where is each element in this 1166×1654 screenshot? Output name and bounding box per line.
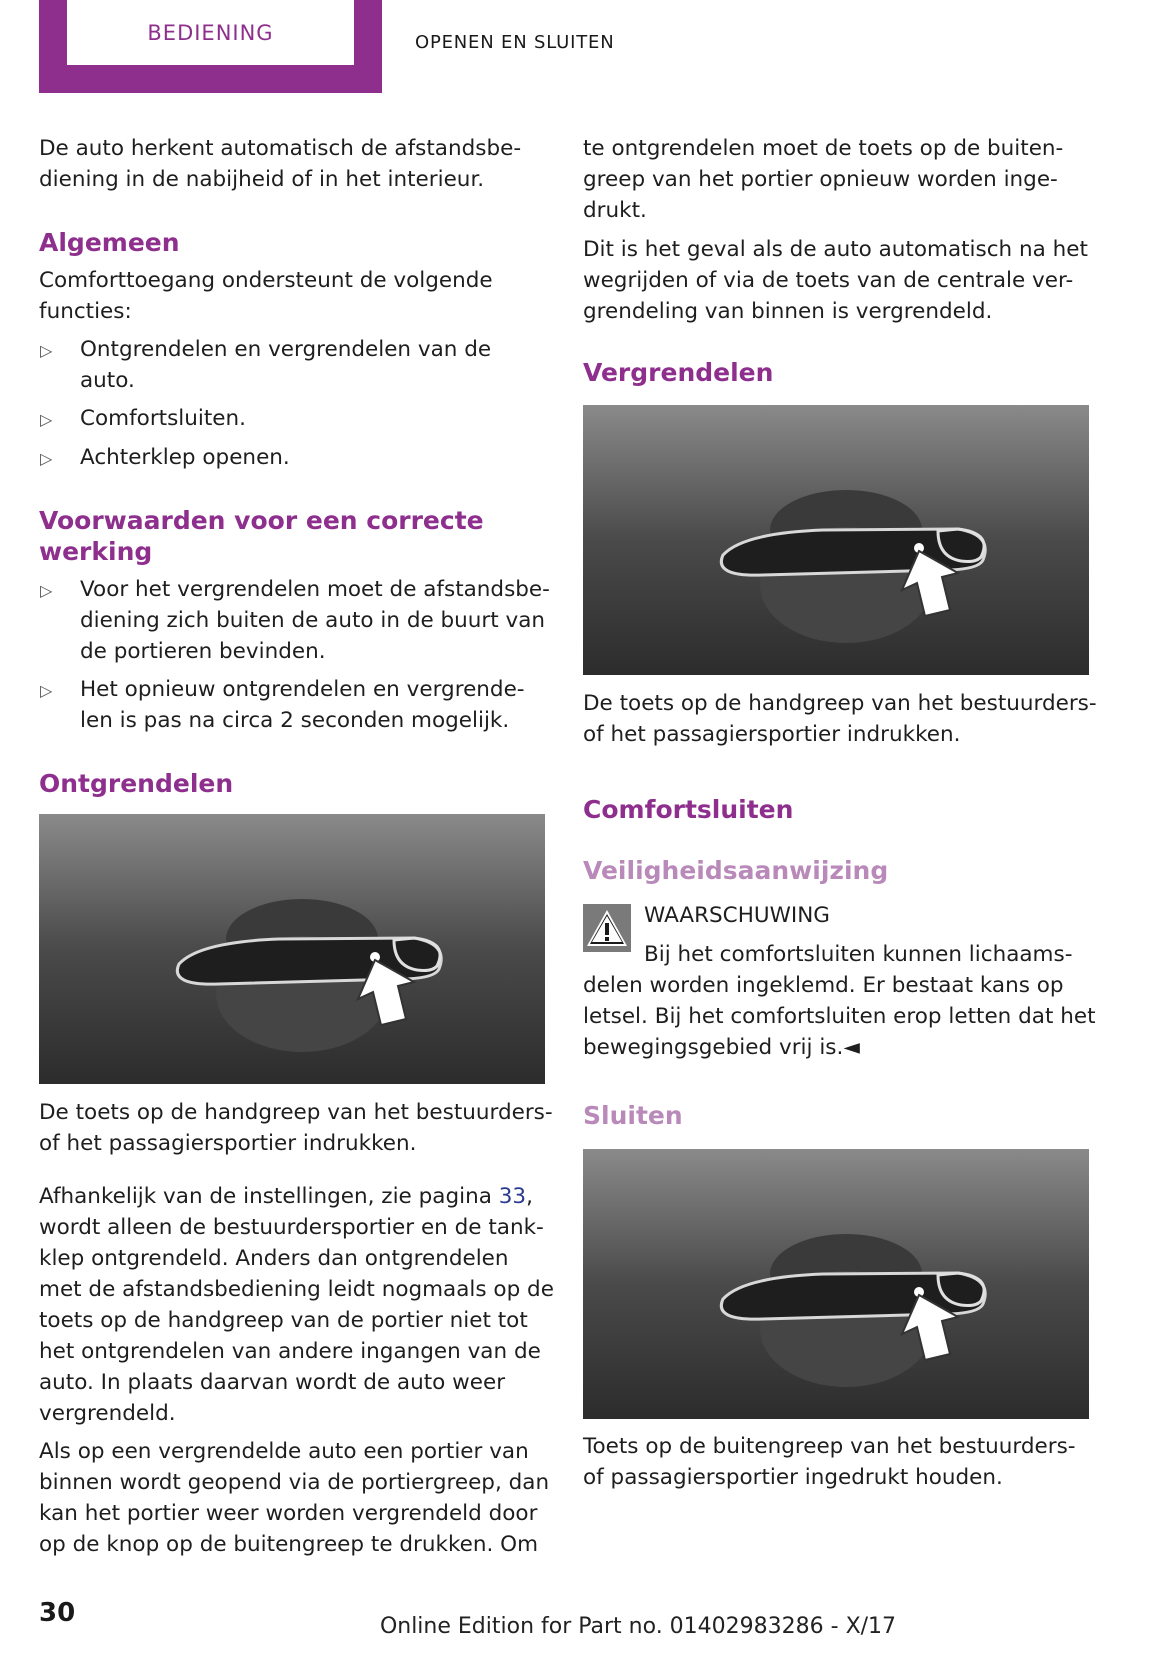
- para1-text: Afhankelijk van de instellingen, zie pagina: [39, 1184, 499, 1209]
- warning-text-4: bewegingsgebied vrij is.◄: [583, 1035, 860, 1060]
- bullet-triangle-icon: ▷: [40, 581, 53, 600]
- right-cont-line-2: greep van het portier opnieuw worden inge-: [583, 167, 1058, 192]
- vergrendelen-caption-1: De toets op de handgreep van het bestuurders-: [583, 691, 1097, 716]
- sluiten-caption-2: of passagiersportier ingedrukt houden.: [583, 1465, 1003, 1490]
- ontgrendelen-para2-line-2: binnen wordt geopend via de portiergreep, dan: [39, 1470, 550, 1495]
- warning-title: WAARSCHUWING: [644, 903, 830, 928]
- page-link-33[interactable]: 33: [498, 1184, 527, 1209]
- ontgrendelen-para1-line-8: vergrendeld.: [39, 1401, 176, 1426]
- heading-comfortsluiten: Comfortsluiten: [583, 795, 794, 824]
- right-cont2-line-1: Dit is het geval als de auto automatisch na het: [583, 237, 1088, 262]
- right-cont-line-3: drukt.: [583, 198, 647, 223]
- heading-veiligheidsaanwijzing: Veiligheidsaanwijzing: [583, 856, 889, 885]
- chapter-tab[interactable]: [39, 0, 382, 93]
- ontgrendelen-para1-line-7: auto. In plaats daarvan wordt de auto weer: [39, 1370, 506, 1395]
- ontgrendelen-para1-line-3: klep ontgrendeld. Anders dan ontgrendelen: [39, 1246, 509, 1271]
- page-number: 30: [39, 1598, 76, 1628]
- heading-voorwaarden-2: werking: [39, 537, 153, 566]
- bullet-triangle-icon: ▷: [40, 341, 53, 360]
- chapter-tab-label[interactable]: BEDIENING: [67, 0, 354, 65]
- heading-algemeen: Algemeen: [39, 228, 180, 257]
- ontgrendelen-caption-1: De toets op de handgreep van het bestuurders-: [39, 1100, 553, 1125]
- intro-line-1: De auto herkent automatisch de afstandsbe-: [39, 136, 522, 161]
- algemeen-text-1: Comforttoegang ondersteunt de volgende: [39, 268, 493, 293]
- door-handle-figure-lock: [583, 405, 1089, 675]
- intro-line-2: diening in de nabijheid of in het interieur.: [39, 167, 485, 192]
- edition-footer: Online Edition for Part no. 01402983286 - X/17: [379, 1614, 897, 1639]
- door-handle-figure-close: [583, 1149, 1089, 1419]
- ontgrendelen-para1-line-1: [39, 1181, 533, 1212]
- voorwaarden-bullet-2-line-1: Het opnieuw ontgrendelen en vergrende-: [80, 677, 525, 702]
- right-cont2-line-3: grendeling van binnen is vergrendeld.: [583, 299, 993, 324]
- heading-sluiten: Sluiten: [583, 1101, 683, 1130]
- warning-triangle-icon: [583, 904, 631, 952]
- voorwaarden-bullet-2-line-2: len is pas na circa 2 seconden mogelijk.: [80, 708, 510, 733]
- ontgrendelen-para1-line-5: toets op de handgreep van de portier niet tot: [39, 1308, 528, 1333]
- algemeen-bullet-2: Comfortsluiten.: [80, 406, 246, 431]
- warning-text-2: delen worden ingeklemd. Er bestaat kans op: [583, 973, 1064, 998]
- algemeen-bullet-1-line-1: Ontgrendelen en vergrendelen van de: [80, 337, 492, 362]
- ontgrendelen-para2-line-4: op de knop op de buitengreep te drukken. Om: [39, 1532, 539, 1557]
- bullet-triangle-icon: ▷: [40, 410, 53, 429]
- heading-voorwaarden-1: Voorwaarden voor een correcte: [39, 506, 484, 535]
- heading-ontgrendelen: Ontgrendelen: [39, 769, 234, 798]
- bullet-triangle-icon: ▷: [40, 681, 53, 700]
- vergrendelen-caption-2: of het passagiersportier indrukken.: [583, 722, 961, 747]
- ontgrendelen-caption-2: of het passagiersportier indrukken.: [39, 1131, 417, 1156]
- heading-vergrendelen: Vergrendelen: [583, 358, 774, 387]
- algemeen-bullet-1-line-2: auto.: [80, 368, 135, 393]
- algemeen-bullet-3: Achterklep openen.: [80, 445, 290, 470]
- ontgrendelen-para2-line-1: Als op een vergrendelde auto een portier van: [39, 1439, 529, 1464]
- voorwaarden-bullet-1-line-2: diening zich buiten de auto in de buurt van: [80, 608, 546, 633]
- para1-comma: ,: [526, 1184, 533, 1209]
- door-handle-figure-unlock: [39, 814, 545, 1084]
- right-cont2-line-2: wegrijden of via de toets van de centrale ver-: [583, 268, 1074, 293]
- ontgrendelen-para1-line-2: wordt alleen de bestuurdersportier en de tank-: [39, 1215, 544, 1240]
- voorwaarden-bullet-1-line-1: Voor het vergrendelen moet de afstandsbe-: [80, 577, 550, 602]
- sluiten-caption-1: Toets op de buitengreep van het bestuurders-: [583, 1434, 1076, 1459]
- ontgrendelen-para1-line-6: het ontgrendelen van andere ingangen van de: [39, 1339, 541, 1364]
- bullet-triangle-icon: ▷: [40, 449, 53, 468]
- algemeen-text-2: functies:: [39, 299, 132, 324]
- section-breadcrumb: OPENEN EN SLUITEN: [415, 32, 615, 53]
- right-cont-line-1: te ontgrendelen moet de toets op de buiten-: [583, 136, 1064, 161]
- ontgrendelen-para1-line-4: met de afstandsbediening leidt nogmaals op de: [39, 1277, 554, 1302]
- ontgrendelen-para2-line-3: kan het portier weer worden vergrendeld door: [39, 1501, 538, 1526]
- warning-text-1: Bij het comfortsluiten kunnen lichaams-: [644, 942, 1073, 967]
- voorwaarden-bullet-1-line-3: de portieren bevinden.: [80, 639, 326, 664]
- warning-text-3: letsel. Bij het comfortsluiten erop letten dat het: [583, 1004, 1096, 1029]
